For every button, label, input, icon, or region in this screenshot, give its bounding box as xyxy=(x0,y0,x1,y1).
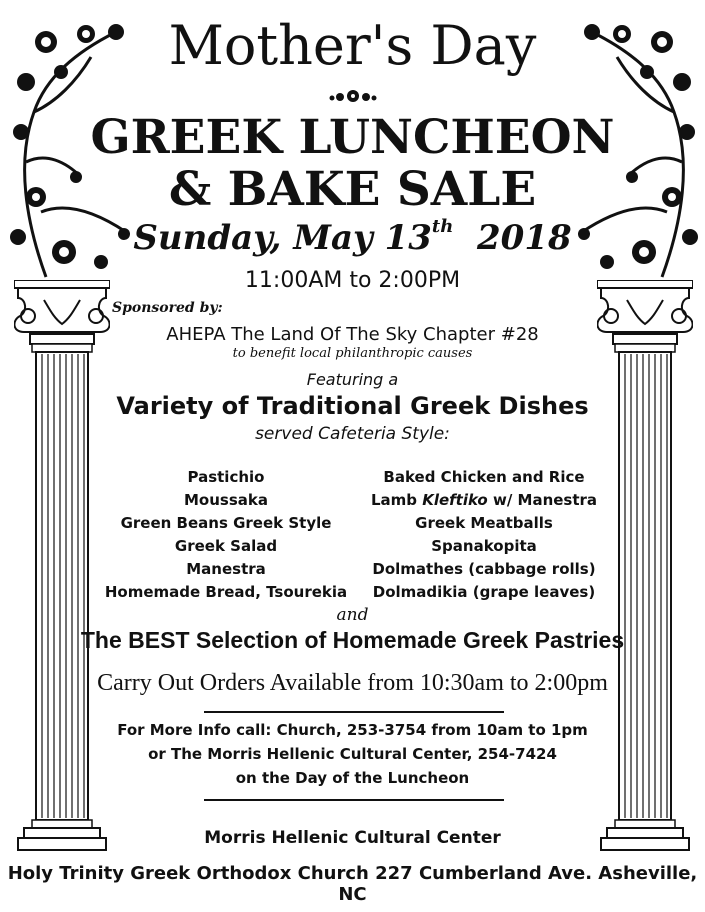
divider-bottom xyxy=(204,799,504,801)
menu-item: Pastichio xyxy=(187,468,265,486)
event-time: 11:00AM to 2:00PM xyxy=(244,268,461,293)
carryout-text: Carry Out Orders Available from 10:30am to 2:00pm xyxy=(97,670,608,696)
contact-line-3: on the Day of the Luncheon xyxy=(235,769,470,787)
featuring-headline: Variety of Traditional Greek Dishes xyxy=(116,392,589,420)
menu-item: Manestra xyxy=(186,560,266,578)
contact-line-2: or The Morris Hellenic Cultural Center, 254-7424 xyxy=(148,745,557,763)
event-title: Mother's Day xyxy=(168,14,537,77)
menu-item-part: w/ Manestra xyxy=(487,491,598,509)
sponsor-purpose: to benefit local philanthropic causes xyxy=(232,346,473,361)
menu-item: Homemade Bread, Tsourekia xyxy=(104,583,348,601)
venue-name: Morris Hellenic Cultural Center xyxy=(204,828,501,848)
sponsor-label: Sponsored by: xyxy=(112,300,223,316)
menu-item: Green Beans Greek Style xyxy=(120,514,332,532)
sponsor-organization: AHEPA The Land Of The Sky Chapter #28 xyxy=(166,324,539,345)
menu-item: Greek Meatballs xyxy=(415,514,553,532)
menu-item: Spanakopita xyxy=(431,537,537,555)
date-year: 2018 xyxy=(477,218,572,258)
event-date xyxy=(0,218,705,258)
menu-item: Baked Chicken and Rice xyxy=(383,468,585,486)
menu-right-column xyxy=(354,466,614,604)
contact-line-1: For More Info call: Church, 253-3754 from 10am to 1pm xyxy=(117,721,588,739)
featuring-style: served Cafeteria Style: xyxy=(255,424,450,444)
menu-item: Moussaka xyxy=(184,491,268,509)
menu-item: Dolmathes (cabbage rolls) xyxy=(372,560,596,578)
menu-item: Greek Salad xyxy=(174,537,278,555)
menu-item xyxy=(354,489,614,512)
date-main: Sunday, May 13 xyxy=(133,218,432,258)
venue-address: Holy Trinity Greek Orthodox Church 227 Cumberland Ave. Asheville, NC xyxy=(7,863,698,905)
contact-info xyxy=(0,718,705,790)
menu-item: Dolmadikia (grape leaves) xyxy=(372,583,596,601)
date-ordinal: th xyxy=(431,216,454,237)
menu-left-column xyxy=(96,466,356,604)
menu-item-part: Lamb xyxy=(370,491,423,509)
floral-ornament-center xyxy=(328,86,378,106)
divider-top xyxy=(204,711,504,713)
and-text: and xyxy=(336,605,369,625)
subtitle-line-2: & BAKE SALE xyxy=(168,162,537,217)
subtitle-line-1: GREEK LUNCHEON xyxy=(90,110,615,165)
pastries-headline: The BEST Selection of Homemade Greek Pastries xyxy=(80,627,625,653)
event-subtitle xyxy=(0,112,705,216)
menu-item-emphasis: Kleftiko xyxy=(422,491,488,509)
featuring-intro: Featuring a xyxy=(306,370,399,389)
